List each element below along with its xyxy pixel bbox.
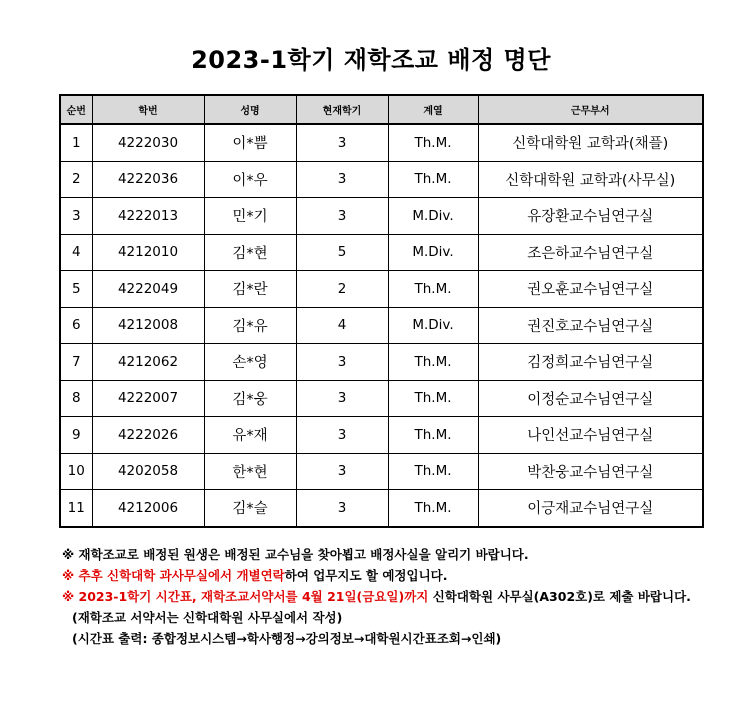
office-cell: 권오훈교수님연구실: [478, 271, 703, 308]
seq-cell: 5: [60, 271, 92, 308]
program-cell: Th.M.: [388, 124, 478, 161]
notes-section: [62, 544, 702, 649]
semester-cell: 3: [296, 380, 388, 417]
table-row: [60, 161, 703, 198]
header-semester: 현재학기: [296, 95, 388, 124]
table-row: [60, 307, 703, 344]
note-visit-professor: ※ 재학조교로 배정된 원생은 배정된 교수님을 찾아뵙고 배정사실을 알리기 바랍니다.: [62, 547, 529, 562]
program-cell: Th.M.: [388, 344, 478, 381]
student-id-cell: 4212062: [92, 344, 204, 381]
semester-cell: 4: [296, 307, 388, 344]
seq-cell: 2: [60, 161, 92, 198]
seq-cell: 3: [60, 198, 92, 235]
name-cell: 손*영: [204, 344, 296, 381]
header-name: 성명: [204, 95, 296, 124]
program-cell: M.Div.: [388, 307, 478, 344]
office-cell: 조은하교수님연구실: [478, 234, 703, 271]
office-cell: 이긍재교수님연구실: [478, 490, 703, 527]
page-title: 2023-1학기 재학조교 배정 명단: [191, 46, 551, 74]
program-cell: Th.M.: [388, 271, 478, 308]
semester-cell: 2: [296, 271, 388, 308]
semester-cell: 3: [296, 490, 388, 527]
table-row: [60, 417, 703, 454]
table-row: [60, 453, 703, 490]
program-cell: Th.M.: [388, 490, 478, 527]
table-header-row: [60, 95, 703, 124]
name-cell: 이*쁨: [204, 124, 296, 161]
note-submission-rest: 신학대학원 사무실(A302호)로 제출 바랍니다.: [428, 589, 691, 604]
program-cell: M.Div.: [388, 234, 478, 271]
student-id-cell: 4222007: [92, 380, 204, 417]
assignment-table: [59, 94, 704, 528]
semester-cell: 3: [296, 124, 388, 161]
student-id-cell: 4222036: [92, 161, 204, 198]
student-id-cell: 4222013: [92, 198, 204, 235]
semester-cell: 3: [296, 344, 388, 381]
seq-cell: 11: [60, 490, 92, 527]
program-cell: Th.M.: [388, 417, 478, 454]
student-id-cell: 4222030: [92, 124, 204, 161]
office-cell: 권진호교수님연구실: [478, 307, 703, 344]
office-cell: 박찬웅교수님연구실: [478, 453, 703, 490]
student-id-cell: 4212006: [92, 490, 204, 527]
office-cell: 나인선교수님연구실: [478, 417, 703, 454]
seq-cell: 10: [60, 453, 92, 490]
semester-cell: 3: [296, 453, 388, 490]
table-row: [60, 490, 703, 527]
header-seq: 순번: [60, 95, 92, 124]
office-cell: 신학대학원 교학과(채플): [478, 124, 703, 161]
program-cell: Th.M.: [388, 453, 478, 490]
header-student-id: 학번: [92, 95, 204, 124]
student-id-cell: 4222049: [92, 271, 204, 308]
table-row: [60, 271, 703, 308]
name-cell: 이*우: [204, 161, 296, 198]
note-contact-rest: 하여 업무지도 할 예정입니다.: [284, 568, 448, 583]
student-id-cell: 4212010: [92, 234, 204, 271]
seq-cell: 1: [60, 124, 92, 161]
header-program: 계열: [388, 95, 478, 124]
table-row: [60, 344, 703, 381]
table-row: [60, 198, 703, 235]
table-row: [60, 124, 703, 161]
seq-cell: 6: [60, 307, 92, 344]
student-id-cell: 4202058: [92, 453, 204, 490]
header-office: 근무부서: [478, 95, 703, 124]
seq-cell: 7: [60, 344, 92, 381]
name-cell: 민*기: [204, 198, 296, 235]
note-contact: [62, 565, 702, 586]
student-id-cell: 4222026: [92, 417, 204, 454]
semester-cell: 5: [296, 234, 388, 271]
name-cell: 김*웅: [204, 380, 296, 417]
seq-cell: 9: [60, 417, 92, 454]
note-timetable-path: (시간표 출력: 종합정보시스템→학사행정→강의정보→대학원시간표조회→인쇄): [72, 631, 502, 646]
table-row: [60, 380, 703, 417]
semester-cell: 3: [296, 161, 388, 198]
program-cell: M.Div.: [388, 198, 478, 235]
name-cell: 한*현: [204, 453, 296, 490]
semester-cell: 3: [296, 198, 388, 235]
table-row: [60, 234, 703, 271]
note-submission: [62, 586, 702, 607]
seq-cell: 4: [60, 234, 92, 271]
name-cell: 유*재: [204, 417, 296, 454]
seq-cell: 8: [60, 380, 92, 417]
program-cell: Th.M.: [388, 380, 478, 417]
office-cell: 김정희교수님연구실: [478, 344, 703, 381]
name-cell: 김*슬: [204, 490, 296, 527]
office-cell: 신학대학원 교학과(사무실): [478, 161, 703, 198]
name-cell: 김*란: [204, 271, 296, 308]
office-cell: 이정순교수님연구실: [478, 380, 703, 417]
student-id-cell: 4212008: [92, 307, 204, 344]
office-cell: 유장환교수님연구실: [478, 198, 703, 235]
name-cell: 김*현: [204, 234, 296, 271]
note-submission-highlight: ※ 2023-1학기 시간표, 재학조교서약서를 4월 21일(금요일)까지: [62, 589, 429, 604]
program-cell: Th.M.: [388, 161, 478, 198]
name-cell: 김*유: [204, 307, 296, 344]
semester-cell: 3: [296, 417, 388, 454]
note-pledge-form: (재학조교 서약서는 신학대학원 사무실에서 작성): [72, 610, 343, 625]
note-contact-highlight: ※ 추후 신학대학 과사무실에서 개별연락: [62, 568, 285, 583]
